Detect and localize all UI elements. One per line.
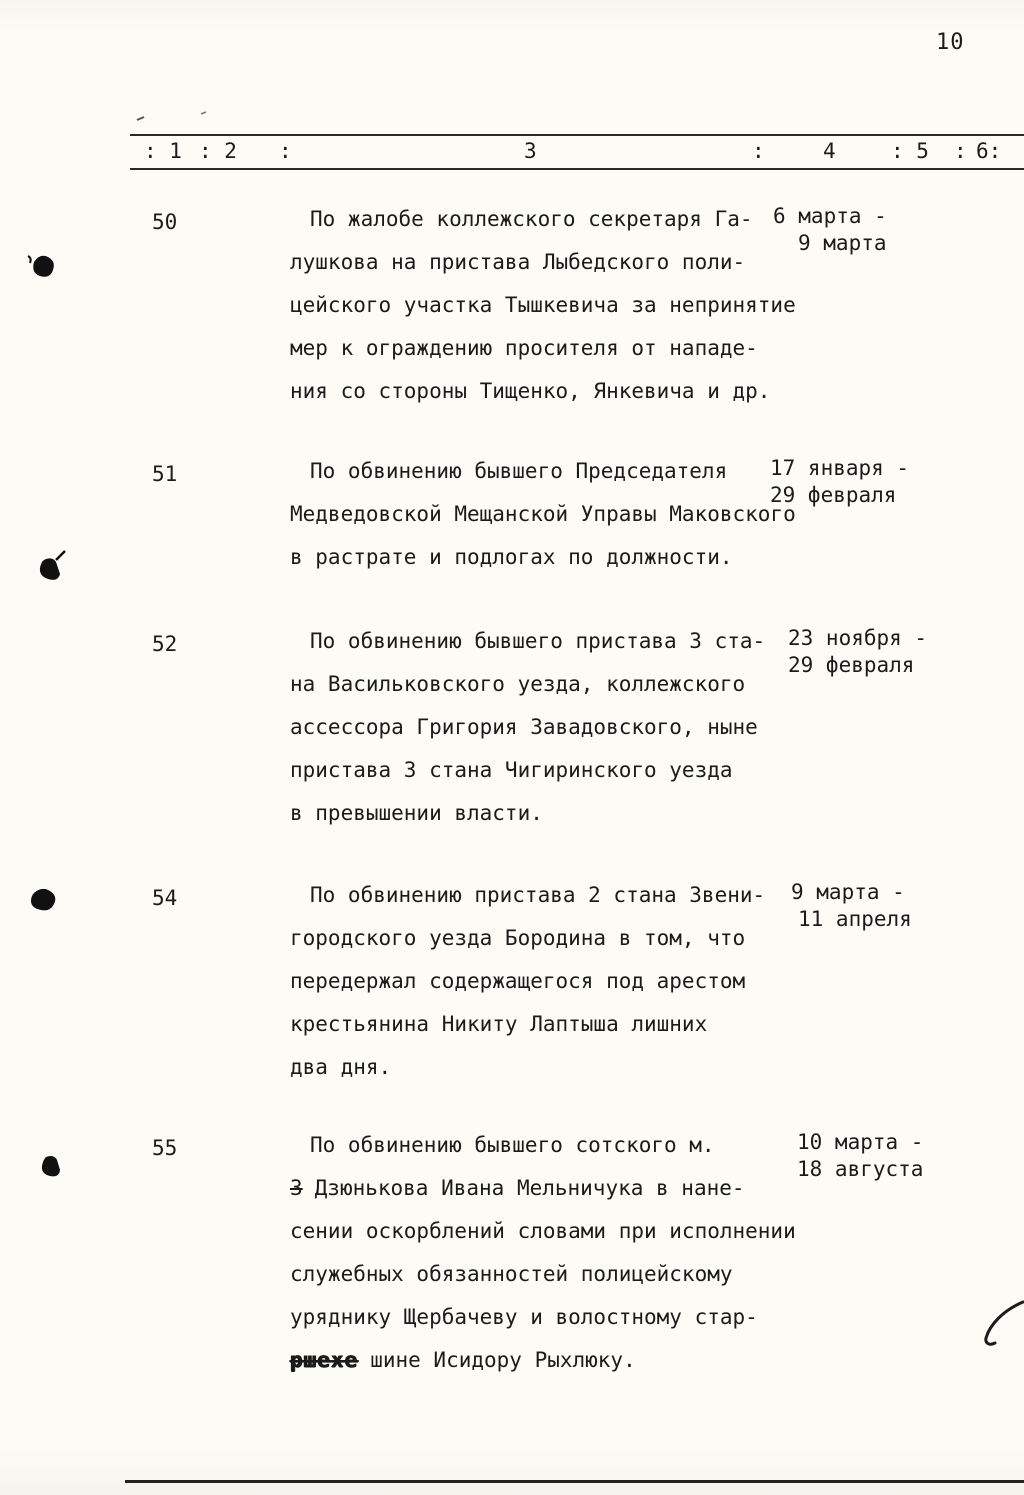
entry-line: на Васильковского уезда, коллежского xyxy=(290,672,746,696)
entry-line: лушкова на пристава Лыбедского поли- xyxy=(290,250,746,274)
entry-dates xyxy=(770,455,909,509)
entry-line-text: Дзюнькова Ивана Мельничука в нане- xyxy=(314,1176,745,1200)
entry-line: мер к ограждению просителя от нападе- xyxy=(290,336,758,360)
date-line: 17 января - xyxy=(770,456,910,480)
date-line: 9 марта - xyxy=(791,880,905,904)
ink-blot xyxy=(28,256,31,263)
entry-line: По обвинению бывшего сотского м. xyxy=(310,1133,715,1157)
date-line: 18 августа xyxy=(797,1157,924,1181)
entry-line: в растрате и подлогах по должности. xyxy=(290,545,733,569)
ink-blot xyxy=(31,889,55,910)
date-line: 29 февраля xyxy=(788,653,915,677)
date-line: 11 апреля xyxy=(798,907,912,931)
entry-line: сении оскорблений словами при исполнении xyxy=(290,1219,796,1243)
entry-dates xyxy=(797,1129,923,1183)
entry-line: уряднику Щербачеву и волостному стар- xyxy=(290,1305,758,1329)
entry-line: крестьянина Никиту Лаптыша лишних xyxy=(290,1012,708,1036)
handwritten-mark xyxy=(986,1302,1023,1344)
scan-noise-mark xyxy=(201,112,206,114)
entry-line: По жалобе коллежского секретаря Га- xyxy=(310,207,753,231)
entry-line xyxy=(290,1167,790,1210)
scan-noise-mark xyxy=(137,117,144,120)
column-marker: 4 xyxy=(823,139,836,163)
overstruck-char: З xyxy=(290,1176,303,1200)
entry-number: 55 xyxy=(152,1136,178,1160)
date-line: 9 марта xyxy=(798,231,887,255)
entry-number: 50 xyxy=(152,210,178,234)
entry-line: По обвинению пристава 2 стана Звени- xyxy=(310,883,766,907)
entry-line: передержал содержащегося под арестом xyxy=(290,969,746,993)
overstruck-text: ршехе xyxy=(290,1348,359,1372)
entry-line xyxy=(290,1339,790,1382)
column-marker: : 1 xyxy=(144,139,182,163)
column-marker: : xyxy=(752,139,765,163)
column-marker: : 5 xyxy=(891,139,929,163)
column-marker: : xyxy=(954,139,967,163)
ink-blot xyxy=(40,558,60,579)
entry-line: городского уезда Бородина в том, что xyxy=(290,926,746,950)
entry-dates xyxy=(773,203,887,257)
entry-number: 54 xyxy=(152,886,178,910)
entry-number: 52 xyxy=(152,632,178,656)
entry-dates xyxy=(788,625,927,679)
entry-line: Медведовской Мещанской Управы Маковского xyxy=(290,502,796,526)
entry-line: ния со стороны Тищенко, Янкевича и др. xyxy=(290,379,771,403)
entry-line: в превышении власти. xyxy=(290,801,543,825)
entry-text xyxy=(290,874,790,1089)
table-header xyxy=(130,134,1024,170)
entry-line-text: шине Исидору Рыхлюку. xyxy=(370,1348,636,1372)
entry-text xyxy=(290,198,796,413)
entry-line: По обвинению бывшего Председателя xyxy=(310,459,728,483)
page-number: 10 xyxy=(936,30,965,55)
bottom-rule xyxy=(125,1480,1024,1483)
entry-line: цейского участка Тышкевича за непринятие xyxy=(290,293,796,317)
ink-blot xyxy=(56,551,65,560)
entry-line: По обвинению бывшего пристава 3 ста- xyxy=(310,629,766,653)
entry-line: служебных обязанностей полицейскому xyxy=(290,1262,733,1286)
entry-text xyxy=(290,1124,796,1382)
entry-line: пристава 3 стана Чигиринского уезда xyxy=(290,758,733,782)
column-marker: 6: xyxy=(976,139,1002,163)
date-line: 29 февраля xyxy=(770,483,897,507)
entry-line: два дня. xyxy=(290,1055,392,1079)
entry-text xyxy=(290,450,796,579)
column-marker: : 2 xyxy=(199,139,237,163)
column-marker: 3 xyxy=(524,139,537,163)
entry-text xyxy=(290,620,790,835)
ink-blot xyxy=(42,1156,60,1176)
column-marker: : xyxy=(279,139,292,163)
entry-number: 51 xyxy=(152,462,178,486)
entry-dates xyxy=(791,879,912,933)
ink-blot xyxy=(33,256,54,277)
entry-line: ассессора Григория Завадовского, ныне xyxy=(290,715,758,739)
date-line: 6 марта - xyxy=(773,204,887,228)
date-line: 10 марта - xyxy=(797,1130,924,1154)
date-line: 23 ноября - xyxy=(788,626,928,650)
